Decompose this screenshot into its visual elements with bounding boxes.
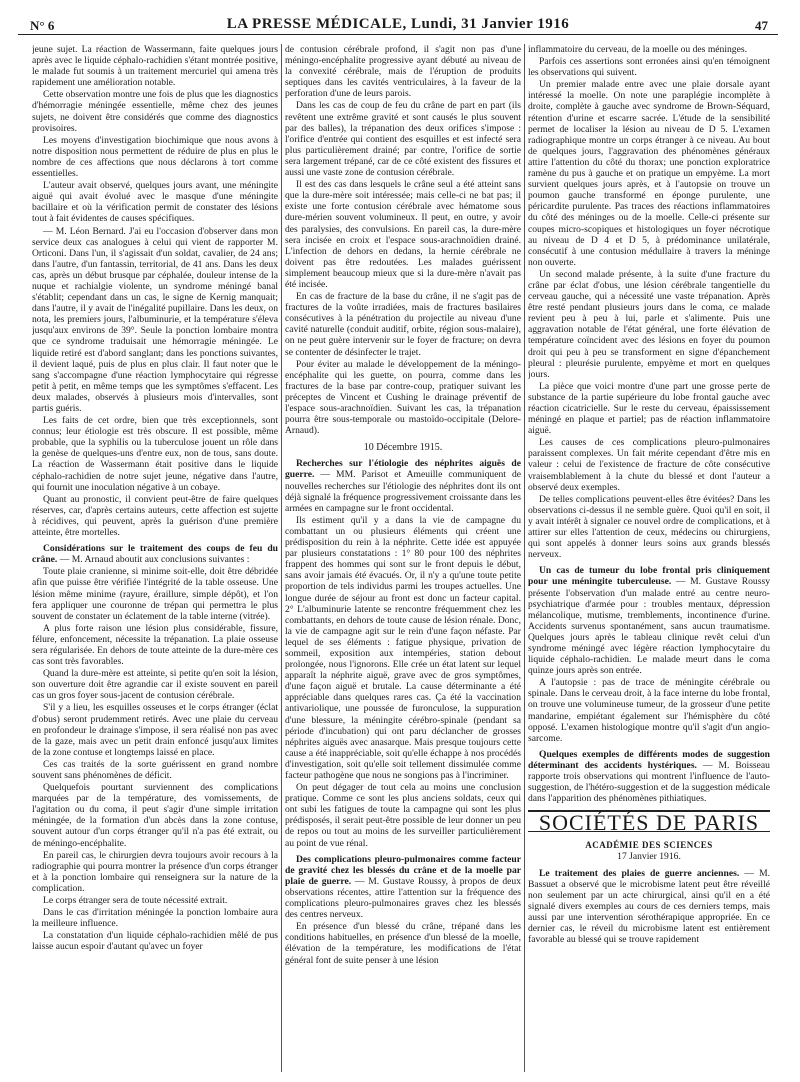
paragraph: A l'autopsie : pas de trace de méningite cérébrale ou spinale. Dans le cerveau droit, à la face interne du lobe frontal, on trouve une volumineuse tumeur, de la grosseur d'une petite mandarine, empiétant également sur l'hémisphère du côté opposé. L'examen histologique montre qu'il s'agit d'un angio-sarcome. <box>528 677 770 744</box>
heading-author: — MM. Parisot et Ameuille communiquent de nouvelles recherches sur l'étiologie des néphrites dont ils ont déjà signalé la fréquence progressivement croissante dans les armées en campagne sur le front occidental. <box>285 469 521 514</box>
section-title: SOCIÉTÉS DE PARIS <box>538 810 760 836</box>
session-date: 17 Janvier 1916. <box>617 851 681 863</box>
section-heading <box>528 565 770 676</box>
heading-author: — M. Gustave Roussy, à propos de deux observations récentes, attire l'attention sur la fréquence des complications pleuro-pulmonaires graves chez les blessés des centres nerveux. <box>285 875 521 921</box>
page-number: 47 <box>755 18 768 33</box>
paragraph: inflammatoire du cerveau, de la moelle ou des méninges. <box>528 44 747 55</box>
paragraph: Un second malade présente, à la suite d'une fracture du crâne par éclat d'obus, une lésion cérébrale tangentielle du cerveau gauche, qui a nécessité une vaste trépanation. Après être resté pendant plusieurs jours dans le coma, ce malade revient peu à peu à lui, parle et s'alimente. Puis une aggravation notable de l'état général, une forte élévation de température coïncident avec des lésions en foyer du poumon droit qui peu à peu se transforment en signe d'épanchement pleural : pleurésie purulente, empyème et mort en quelques jours. <box>528 268 770 380</box>
paragraph: En présence d'un blessé du crâne, trépané dans les conditions habituelles, en présence d'un blessé de la moelle, élévation de la température, les modifications de l'état général font de suite penser à une lésion <box>285 921 521 966</box>
session-date: 10 Décembre 1915. <box>363 442 443 454</box>
societes-banner <box>528 810 770 836</box>
heading-title: Quelques exemples de différents modes de suggestion déterminant des accidents hystériques. <box>528 748 770 771</box>
column-divider <box>524 44 525 1072</box>
section-heading <box>528 749 770 804</box>
paragraph: Un premier malade entre avec une plaie dorsale ayant intéressé la moelle. On note une paraplégie incomplète à droite, complète à gauche avec syndrome de Brown-Séquard, rétention d'urine et escarre sacrée. L'étude de la sensibilité permet de localiser la lésion au niveau de D 5. L'examen radiographique montre un corps étranger à ce niveau. Au bout de quelques jours, l'aggravation des phénomènes généraux attire l'attention du côté du thorax; une ponction exploratrice ramène du pus à gauche et on pratique un empyème. La mort survient quelques jours après, et à l'autopsie on trouve un poumon gauche transformé en éponge purulente, une péricardite purulente. Pas traces des réactions inflammatoires du côté des méninges ou de la moelle. Celle-ci présente sur coupes micro-scopiques et histologiques un foyer nécrotique au niveau de D 4 et D 5, à prédominance unilatérale, consécutif à une contusion médullaire à travers la méninge non ouverte. <box>528 79 770 268</box>
paragraph: Ces cas traités de la sorte guérissent en grand nombre souvent sans phénomènes de déficit. <box>32 758 278 781</box>
paragraph: Les faits de cet ordre, bien que très exceptionnels, sont connus; leur étiologie est très obscure. Il est possible, même probable, que la syphilis ou la tuberculose jouent un rôle dans la genèse de quelques-uns d'entre eux, non de tous, sans doute. La réaction de Wassermann était positive dans le liquide céphalo-rachidien de notre sujet jeune, négative dans l'autre, qui fournit une inoculation négative à un cobaye. <box>32 415 278 493</box>
heading-author: — M. Boisseau rapporte trois observations qui montrent l'influence de l'auto-suggestion, de l'hétéro-suggestion et de la suggestion médicale dans l'apparition des phénomènes pithiatiques. <box>528 759 770 805</box>
column-1 <box>32 44 278 1074</box>
paragraph: Quant au pronostic, il convient peut-être de faire quelques réserves, car, d'après certains auteurs, cette affection est sujette à récidives, qui peuvent, après la guérison d'une première atteinte, être mortelles. <box>32 493 278 539</box>
academy-heading: ACADÉMIE DES SCIENCES <box>585 840 713 851</box>
paragraph: Dans les cas de coup de feu du crâne de part en part (ils revêtent une extrême gravité et sont causés le plus souvent par des balles), la trépanation des deux orifices s'impose : l'orifice d'entrée qui contient des esquilles et est infecté sera plus particulièrement drainé; par contre, l'orifice de sortie sera largement trépané, car de ce côté existent des fissures et aussi une vaste zone de contusion cérébrale. <box>285 100 521 179</box>
column-3 <box>528 44 770 1074</box>
paragraph: Parfois ces assertions sont erronées ainsi qu'en témoignent les observations qui suivent. <box>528 56 770 79</box>
heading-author: — M. Gustave Roussy présente l'observation d'un malade entré au centre neuro-psychiatrique d'armée pour : troubles mentaux, dépression mélancolique, mutisme, tremblements, incontinence d'urine. Accidents survenus spontanément, sans aucun traumatisme. Quelques jours après le tableau clinique revêt celui d'un syndrome méningé avec légère réaction lymphocytaire du liquide céphalo-rachidien. Le malade meurt dans le coma quinze jours après son entrée. <box>528 576 770 677</box>
column-divider <box>281 44 282 1072</box>
section-heading <box>528 868 770 946</box>
paragraph: Il est des cas dans lesquels le crâne seul a été atteint sans que la dure-mère soit intéressée; mais celle-ci ne bat pas; il existe une forte contusion cérébrale avec hématome sous dure-mérien souvent volumineux. Il peut, en outre, y avoir des paralysies, des convulsions. En pareil cas, la dure-mère sera incisée en croix et l'espace sous-arachnoïdien drainé. L'infection de dehors en dedans, la hernie cérébrale ne doivent pas être redoutées. Les malades guérissent simplement beaucoup mieux que si la dure-mère n'avait pas été incisée. <box>285 179 521 290</box>
column-2 <box>285 44 521 1074</box>
paragraph: On peut dégager de tout cela au moins une conclusion pratique. Comme ce sont les plus anciens soldats, ceux qui ont subi les fatigues de toute la campagne qui sont les plus prédisposés, il serait peut-être possible de leur donner un peu de repos ou tout au moins de les surveiller particulièrement au point de vue rénal. <box>285 782 521 849</box>
heading-title: Un cas de tumeur du lobe frontal pris cliniquement pour une méningite tuberculeuse. <box>528 565 770 588</box>
paragraph: Quelquefois pourtant surviennent des complications marquées par de la température, des vomissements, de l'agitation ou du coma, il peut s'agir d'une simple irritation méningée, de la formation d'un abcès dans la zone contuse, souvent autour d'un corps étranger qu'il n'a pas été extrait, ou de méningo-encéphalite. <box>32 782 278 849</box>
paragraph: La pièce que voici montre d'une part une grosse perte de substance de la partie supérieure du lobe frontal gauche avec réaction cicatricielle. Sur le reste du cerveau, épaississement méningé en plaque et partiel; pas de réaction inflammatoire aiguë. <box>528 380 770 437</box>
paragraph: Les moyens d'investigation biochimique que nous avons à notre disposition nous permettent de réduire de plus en plus le nombre de ces affections que nous déclarons à tort comme essentielles. <box>32 134 278 180</box>
heading-title: Des complications pleuro-pulmonaires comme facteur de gravité chez les blessés du crâne et de la moelle par plaie de guerre. <box>285 853 521 887</box>
paragraph: Le corps étranger sera de toute nécessité extrait. <box>43 895 228 907</box>
issue-number: N° 6 <box>30 18 55 33</box>
heading-title: Recherches sur l'étiologie des néphrites aiguës de guerre. <box>285 458 521 481</box>
paragraph: Toute plaie cranienne, si minime soit-elle, doit être débridée afin que puisse être vérifiée l'intégrité de la table osseuse. Une lésion même minime (rayure, éraillure, simple dépôt), et l'on fera appliquer une couronne de trépan qui permettra le plus souvent de constater un éclatement de la table interne (vitrée). <box>32 566 278 622</box>
paragraph: De telles complications peuvent-elles être évitées? Dans les observations ci-dessus il ne semble guère. Quoi qu'il en soit, il y avait intérêt à signaler ce nouvel ordre de complications, et à attirer sur elles l'attention de ceux, médecins ou chirurgiens, qui sont appelés à donner leurs soins aux grands blessés nerveux. <box>528 493 770 561</box>
paragraph: Les causes de ces complications pleuro-pulmonaires paraissent complexes. Un fait mérite cependant d'être mis en valeur : celui de l'existence de fracture de côte consécutive vraisemblablement à la chute du blessé et dont l'auteur a observé deux exemples. <box>528 437 770 493</box>
heading-title: Considérations sur le traitement des coups de feu du crâne. <box>32 543 278 566</box>
paragraph: L'auteur avait observé, quelques jours avant, une méningite aiguë qui avait évolué avec le masque d'une méningite bacillaire et où la vérification permit de constater des lésions tout à fait évidentes de causes spécifiques. <box>32 180 278 225</box>
section-heading <box>285 458 521 513</box>
heading-title: Le traitement des plaies de guerre anciennes. <box>539 867 740 879</box>
paragraph: A plus forte raison une lésion plus considérable, fissure, félure, enfoncement, nécessite la trépanation. La plaie osseuse sera régularisée. En dehors de toute atteinte de la dure-mère ces cas sont très favorables. <box>32 622 278 668</box>
paragraph: En pareil cas, le chirurgien devra toujours avoir recours à la radiographie qui pourra montrer la présence d'un corps étranger et à la ponction lombaire qui renseignera sur la nature de la complication. <box>32 849 278 894</box>
journal-title: LA PRESSE MÉDICALE, Lundi, 31 Janvier 1916 <box>226 16 570 32</box>
section-heading <box>285 854 521 921</box>
paragraph: de contusion cérébrale profond, il s'agit non pas d'une méningo-encéphalite progressive ayant débuté au niveau de la convexité cérébrale, mais de l'éruption de produits septiques dans les cavités ventriculaires, à la faveur de la perforation d'une de leurs parois. <box>285 44 521 100</box>
paragraph: S'il y a lieu, les esquilles osseuses et le corps étranger (éclat d'obus) seront prudemment retirés. Avec une plaie du cerveau en profondeur le drainage s'impose, il sera réalisé non pas avec de la gaze, mais avec un petit drain enfoncé jusqu'aux limites de la zone contuse et longtemps laissé en place. <box>32 702 278 758</box>
paragraph: Ils estiment qu'il y a dans la vie de campagne du combattant un ou plusieurs éléments qui créent une prédisposition du rein à la néphrite. Cette idée est appuyée par plusieurs constatations : 1° 80 pour 100 des néphrites frappent des hommes qui sont sur le front depuis le début, sans avoir jamais été évacués. Or, il n'y a qu'une toute petite proportion de tels individus parmi les troupes actuelles. Une longue durée de séjour au front est donc un facteur capital. 2° L'albuminurie latente se rencontre fréquemment chez les combattants, en dehors de toute cause de lésion rénale. Donc, la vie de campagne agit sur le rein d'une façon néfaste. Par lequel de ses éléments : fatigue physique, privation de sommeil, exposition aux intempéries, station debout prolongée, nous l'ignorons. Elle crée un état latent sur lequel apparaît la néphrite aiguë, grave avec de gros symptômes, d'une façon aiguë et brutale. La cause déterminante a été appréciable dans quelques rares cas. Ça été la vaccination antivariolique, une poussée de furonculose, la suppuration d'une blessure, la méningite cérébro-spinale (pendant sa période d'incubation) qui ont paru déclancher de grosses néphrites aiguës avec anasarque. Mais presque toujours cette cause a été inappréciable, soit qu'elle échappe à nos procédés d'investigation, soit qu'elle soit tellement dissimulée comme facteur pathogène que nous ne songions pas à l'incriminer. <box>285 514 521 781</box>
page-header <box>18 10 778 35</box>
heading-author: — M. Arnaud aboutit aux conclusions suivantes : <box>59 554 250 566</box>
section-heading <box>32 543 278 565</box>
paragraph: Cette observation montre une fois de plus que les diagnostics d'hémorragie méningée essentielle, même chez des jeunes sujets, ne doivent être considérés que comme des diagnostics provisoires. <box>32 89 278 134</box>
paragraph: La constatation d'un liquide céphalo-rachidien mêlé de pus laisse aucun espoir d'autant qu'avec un foyer <box>32 930 278 953</box>
paragraph: Quand la dure-mère est atteinte, si petite qu'en soit la lésion, son ouverture doit être agrandie car il existe souvent en pareil cas un gros foyer sous-jacent de contusion cérébrale. <box>32 668 278 702</box>
paragraph: Pour éviter au malade le développement de la méningo-encéphalite qui les guette, on pourra, comme dans les fractures de la base par contre-coup, pratiquer suivant les préceptes de Vincent et Cushing le drainage préventif de l'espace sous-arachnoïdien. Suivant les cas, la trépanation pourra être sous-temporale ou mastoïdo-occipitale (Delore-Arnaud). <box>285 358 521 437</box>
paragraph: jeune sujet. La réaction de Wassermann, faite quelques jours après avec le liquide céphalo-rachidien s'étant montrée positive, le malade fut soumis à un traitement mercuriel qui amena très rapidement une amélioration notable. <box>32 44 278 89</box>
paragraph: Dans le cas d'irritation méningée la ponction lombaire aura la meilleure influence. <box>32 907 278 930</box>
paragraph: — M. Léon Bernard. J'ai eu l'occasion d'observer dans mon service deux cas analogues à celui qui vient de rapporter M. Orticoni. Dans l'un, il s'agissait d'un soldat, cavalier, de 24 ans; dans l'autre, d'un fantassin, territorial, de 41 ans. Dans les deux cas, après un début brusque par céphalée, douleur intense de la nuque et rachialgie violente, un syndrome méningé banal s'établit; cependant dans un cas, le signe de Kernig manquait; dans l'autre, il y avait de l'inégalité pupillaire. Dans les deux, on nota, les premiers jours, l'albuminurie, et la température s'éleva jusqu'aux environs de 39°. Seule la ponction lombaire montra que ce syndrome traduisait une hémorragie méningée. Le liquide retiré est d'abord sanglant; dans les ponctions suivantes, il devient laqué, puis de plus en plus clair. Il faut noter que le sang s'accompagne d'une réaction lymphocytaire qui régresse petit à petit, en même temps que les symptômes s'effacent. Les deux malades, observés à plusieurs mois d'intervalles, sont partis guéris. <box>32 225 278 414</box>
paragraph: En cas de fracture de la base du crâne, il ne s'agit pas de fractures de la voûte irradiées, mais de fractures basilaires consécutives à la pénétration du projectile au niveau d'une cavité naturelle (conduit auditif, orbite, région sous-malaire), on ne peut guère intervenir sur le foyer de fracture; on devra se contenter de désinfecter le trajet. <box>285 291 521 358</box>
heading-author: — M. Bassuet a observé que le microbisme latent peut être réveillé non seulement par un acte chirurgical, ainsi qu'il en a été signalé divers exemples au cours de ces derniers temps, mais aussi par une intervention sérothérapique appropriée. En ce dernier cas, le réveil du microbisme latent est entièrement favorable au blessé qui se trouve rapidement <box>528 867 770 946</box>
